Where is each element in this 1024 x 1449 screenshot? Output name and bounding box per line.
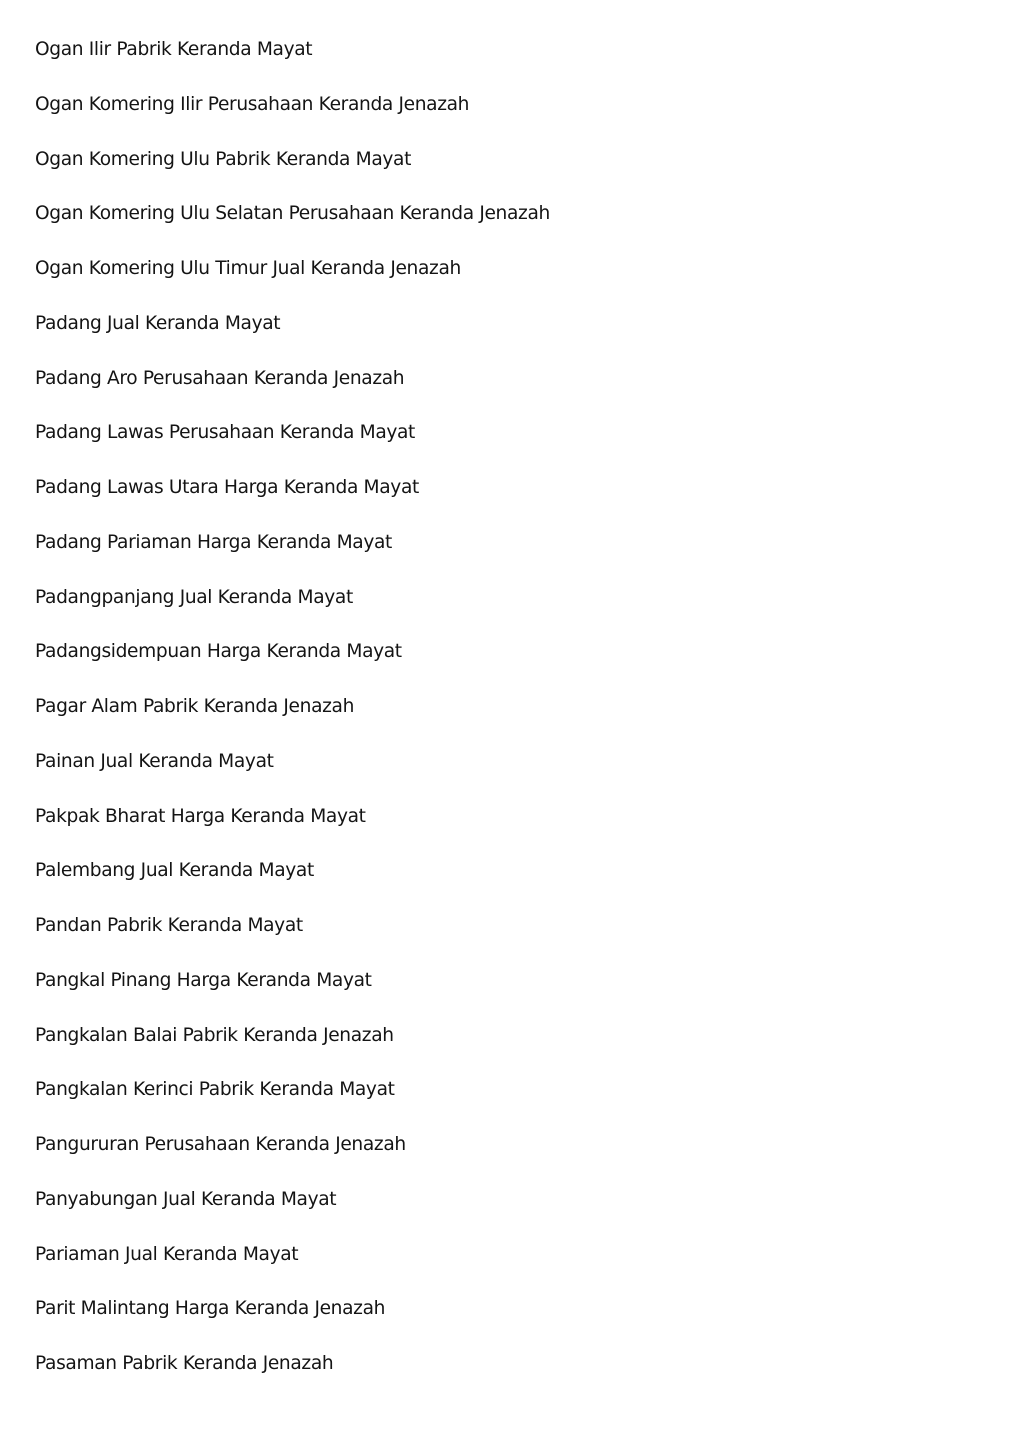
entry-list [35, 36, 935, 1405]
list-item: Parit Malintang Harga Keranda Jenazah [35, 1298, 386, 1320]
list-item: Ogan Ilir Pabrik Keranda Mayat [35, 39, 313, 60]
list-item: Pangkal Pinang Harga Keranda Mayat [35, 969, 372, 991]
list-item: Pariaman Jual Keranda Mayat [35, 1243, 299, 1265]
list-item: Padang Lawas Utara Harga Keranda Mayat [35, 477, 419, 498]
list-item: Ogan Komering Ulu Selatan Perusahaan Keranda Jenazah [35, 203, 550, 225]
list-item: Padang Pariaman Harga Keranda Mayat [35, 531, 392, 553]
list-item: Padang Lawas Perusahaan Keranda Mayat [35, 422, 415, 444]
list-item: Pakpak Bharat Harga Keranda Mayat [35, 805, 366, 827]
list-item: Padang Jual Keranda Mayat [35, 312, 281, 334]
list-item: Ogan Komering Ulu Pabrik Keranda Mayat [35, 148, 412, 170]
list-item: Padangsidempuan Harga Keranda Mayat [35, 641, 402, 663]
list-item: Ogan Komering Ulu Timur Jual Keranda Jenazah [35, 258, 461, 279]
list-item: Painan Jual Keranda Mayat [35, 750, 274, 772]
list-item: Pangkalan Kerinci Pabrik Keranda Mayat [35, 1079, 395, 1101]
list-item: Ogan Komering Ilir Perusahaan Keranda Jenazah [35, 93, 470, 115]
list-item: Pasaman Pabrik Keranda Jenazah [35, 1353, 334, 1374]
list-item: Palembang Jual Keranda Mayat [35, 860, 314, 882]
list-item: Padang Aro Perusahaan Keranda Jenazah [35, 367, 405, 389]
list-item: Padangpanjang Jual Keranda Mayat [35, 586, 353, 608]
list-item: Pangkalan Balai Pabrik Keranda Jenazah [35, 1024, 394, 1046]
list-item: Pagar Alam Pabrik Keranda Jenazah [35, 696, 355, 717]
list-item: Pangururan Perusahaan Keranda Jenazah [35, 1134, 406, 1155]
list-item: Panyabungan Jual Keranda Mayat [35, 1188, 337, 1210]
list-item: Pandan Pabrik Keranda Mayat [35, 915, 303, 936]
